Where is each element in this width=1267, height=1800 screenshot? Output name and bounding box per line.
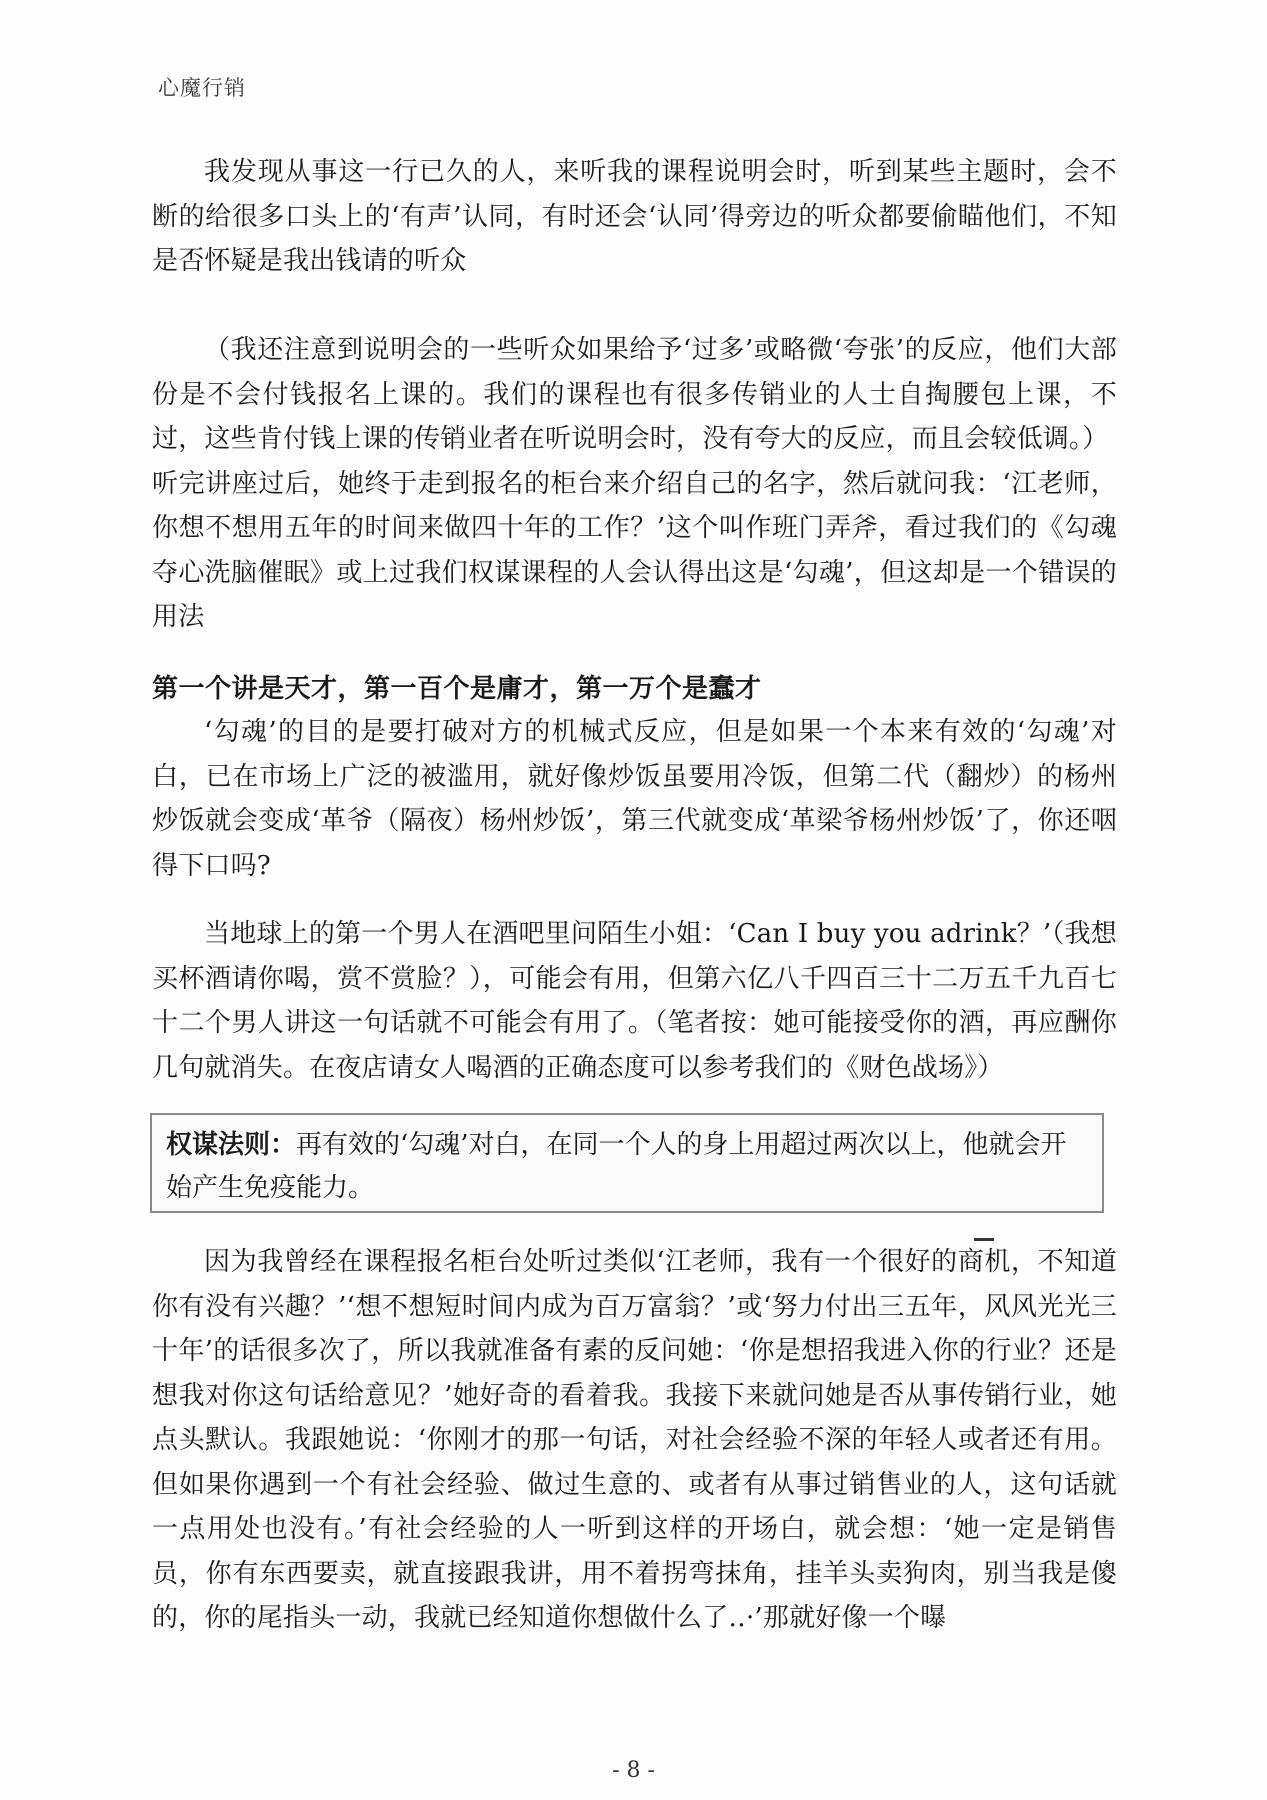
- running-header: 心魔行销: [158, 76, 246, 100]
- paragraph-5: [152, 1240, 1117, 1641]
- paragraph-3: [152, 710, 1117, 888]
- paragraph-1-text: 我发现从事这一行已久的人，来听我的课程说明会时，听到某些主题时，会不断的给很多口头上的‘有声’认同，有时还会‘认同’得旁边的听众都要偷瞄他们，不知是否怀疑是我出钱请的听众: [152, 157, 1117, 276]
- paragraph-3-text: ‘勾魂’的目的是要打破对方的机械式反应，但是如果一个本来有效的‘勾魂’对白，已在市场上广泛的被滥用，就好像炒饭虽要用冷饭，但第二代（翻炒）的杨州炒饭就会变成‘革爷（隔夜）杨州炒饭’，第三代就变成‘革梁爷杨州炒饭’了，你还咽得下口吗?: [152, 717, 1117, 881]
- paragraph-2b-text: 听完讲座过后，她终于走到报名的柜台来介绍自己的名字，然后就问我：‘江老师，你想不想用五年的时间来做四十年的工作？’这个叫作班门弄斧，看过我们的《勾魂夺心洗脑催眠》或上过我们权谋课程的人会认得出这是‘勾魂’，但这却是一个错误的用法: [152, 468, 1117, 632]
- paragraph-4: [152, 912, 1117, 1090]
- paragraph-4-text: 当地球上的第一个男人在酒吧里问陌生小姐：‘Can I buy you adrink？’（我想买杯酒请你喝，赏不赏脸？），可能会有用，但第六亿八千四百三十二万五千九百七十二个男人讲这一句话就不可能会有用了。（笔者按：她可能接受你的酒，再应酬你几句就消失。在夜店请女人喝酒的正确态度可以参考我们的《财色战场》）: [152, 919, 1117, 1083]
- page-number: - 8 -: [612, 1758, 655, 1783]
- paragraph-2: [152, 328, 1117, 640]
- section-heading: 第一个讲是天才，第一百个是庸才，第一万个是蠢才: [152, 674, 762, 704]
- paragraph-2a-text: （我还注意到说明会的一些听众如果给予‘过多’或略微‘夸张’的反应，他们大部份是不会付钱报名上课的。我们的课程也有很多传销业的人士自掏腰包上课，不过，这些肯付钱上课的传销业者在听说明会时，没有夸大的反应，而且会较低调。）: [152, 335, 1117, 454]
- paragraph-1: [152, 150, 1117, 284]
- rule-label: 权谋法则：: [166, 1130, 297, 1160]
- rule-callout-box: [150, 1113, 1104, 1213]
- rule-text: 再有效的‘勾魂’对白，在同一个人的身上用超过两次以上，他就会开始产生免疫能力。: [166, 1130, 1067, 1203]
- paragraph-5-text: 因为我曾经在课程报名柜台处听过类似‘江老师，我有一个很好的商机，不知道你有没有兴趣？’‘想不想短时间内成为百万富翁？’或‘努力付出三五年，风风光光三十年’的话很多次了，所以我就准备有素的反问她：‘你是想招我进入你的行业？还是想我对你这句话给意见？’她好奇的看着我。我接下来就问她是否从事传销行业，她点头默认。我跟她说：‘你刚才的那一句话，对社会经验不深的年轻人或者还有用。但如果你遇到一个有社会经验、做过生意的、或者有从事过销售业的人，这句话就一点用处也没有。’有社会经验的人一听到这样的开场白，就会想：‘她一定是销售员，你有东西要卖，就直接跟我讲，用不着拐弯抹角，挂羊头卖狗肉，别当我是傻的，你的尾指头一动，我就已经知道你想做什么了‥·’那就好像一个曝: [152, 1247, 1117, 1633]
